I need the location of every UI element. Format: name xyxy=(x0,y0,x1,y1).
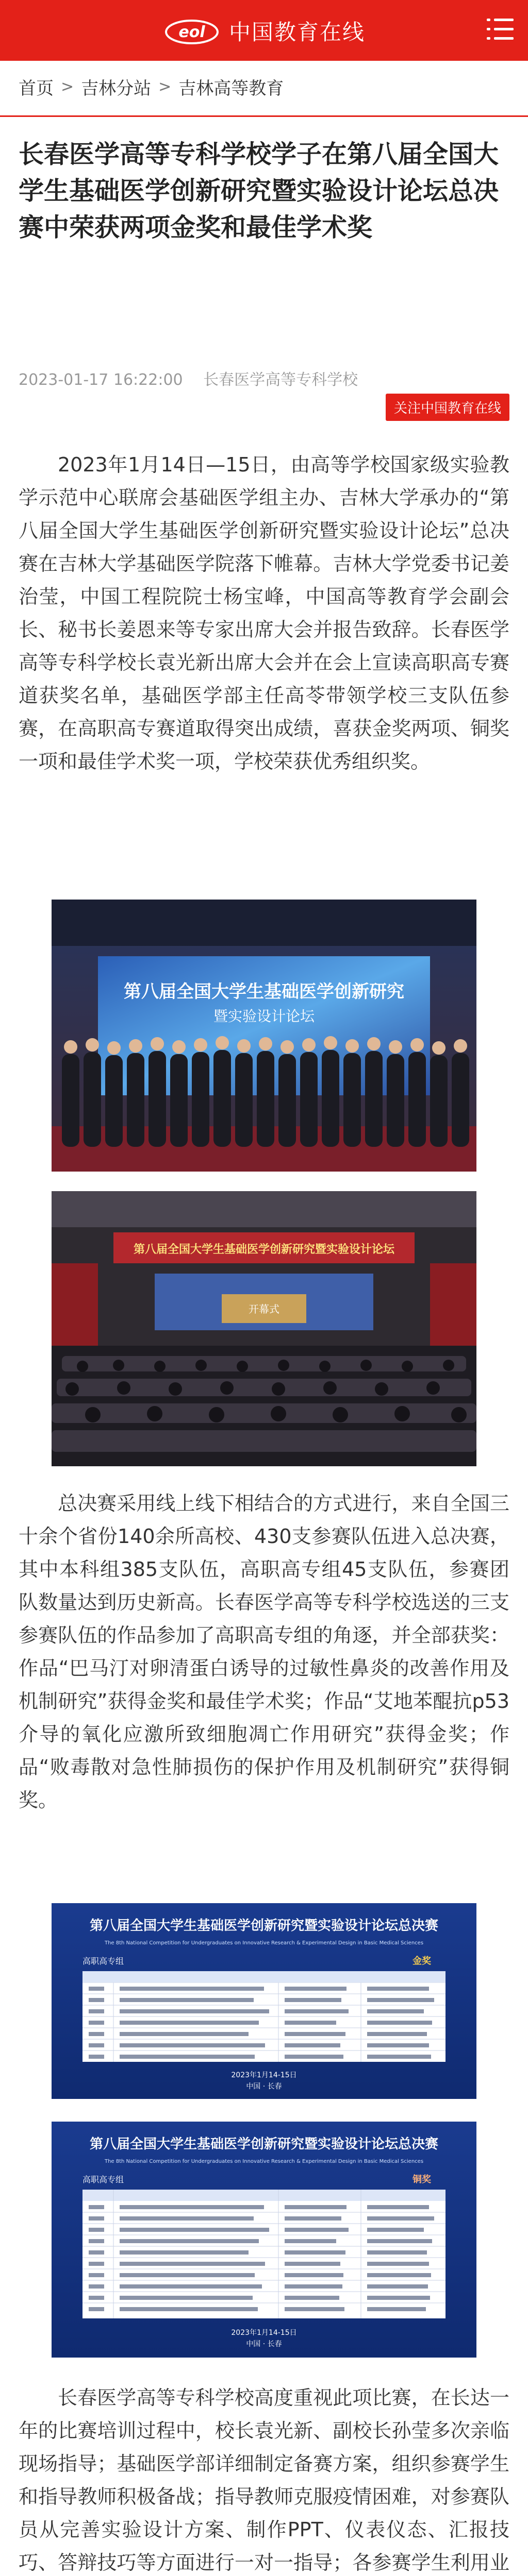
certificate-award: 铜奖 xyxy=(412,2174,431,2185)
award-certificate-gold xyxy=(52,1903,476,2099)
breadcrumb-jilin-higher-ed[interactable]: 吉林高等教育 xyxy=(178,78,284,99)
eol-logo xyxy=(164,15,220,46)
breadcrumb-home[interactable]: 首页 xyxy=(19,78,54,99)
site-brand[interactable] xyxy=(164,9,365,53)
article-source: 长春医学高等专科学校 xyxy=(203,371,358,389)
article-date: 2023-01-17 16:22:00 xyxy=(19,371,183,389)
breadcrumb-separator: > xyxy=(158,77,172,96)
breadcrumb-jilin[interactable]: 吉林分站 xyxy=(81,78,152,99)
photo-banner-text: 第八届全国大学生基础医学创新研究 xyxy=(124,981,404,1002)
article-title: 长春医学高等专科学校学子在第八届全国大学生基础医学创新研究暨实验设计论坛总决赛中荣获两项金奖和最佳学术奖 xyxy=(19,140,499,242)
breadcrumb-separator: > xyxy=(61,77,74,96)
group-photo xyxy=(52,900,476,1172)
site-name: 中国教育在线 xyxy=(229,20,366,45)
certificate-award: 金奖 xyxy=(412,1956,431,1967)
certificate-date: 2023年1月14-15日 xyxy=(231,2071,297,2079)
certificate-subtitle: The 8th National Competition for Undergraduates on Innovative Research & Experimental Design in Basic Medical Sciences xyxy=(104,1940,424,1946)
article-paragraph: 2023年1月14日—15日，由高等学校国家级实验教学示范中心联席会基础医学组主办、吉林大学承办的“第八届全国大学生基础医学创新研究暨实验设计论坛”总决赛在吉林大学基础医学院落下帷幕。吉林大学党委书记姜治莹，中国工程院院士杨宝峰，中国高等教育学会副会长、秘书长姜恩来等专家出席大会并报告致辞。长春医学高等专科学校长袁光新出席大会并在会上宣读高职高专赛道获奖名单，基础医学部主任高苓带领学校三支队伍参赛，在高职高专赛道取得突出成绩，喜获金奖两项、铜奖一项和最佳学术奖一项，学校荣获优秀组织奖。 xyxy=(19,453,509,773)
article-meta xyxy=(19,367,358,389)
top-bar xyxy=(0,0,528,61)
certificate-title: 第八届全国大学生基础医学创新研究暨实验设计论坛总决赛 xyxy=(89,1918,439,1934)
svg-text:eol: eol xyxy=(178,23,205,41)
follow-button[interactable]: 关注中国教育在线 xyxy=(386,394,509,421)
breadcrumb xyxy=(19,72,284,101)
certificate-title: 第八届全国大学生基础医学创新研究暨实验设计论坛总决赛 xyxy=(89,2137,439,2152)
certificate-group: 高职高专组 xyxy=(82,1956,124,1966)
podium-label: 开幕式 xyxy=(249,1303,279,1315)
certificate-subtitle: The 8th National Competition for Undergraduates on Innovative Research & Experimental Design in Basic Medical Sciences xyxy=(104,2159,424,2164)
photo-banner-text: 暨实验设计论坛 xyxy=(213,1008,315,1025)
breadcrumb-divider xyxy=(0,115,528,117)
certificate-date: 2023年1月14-15日 xyxy=(231,2329,297,2337)
photo-banner-text: 第八届全国大学生基础医学创新研究暨实验设计论坛 xyxy=(133,1243,395,1256)
award-certificate-bronze xyxy=(52,2122,476,2358)
auditorium-photo xyxy=(52,1191,476,1466)
article-paragraph: 长春医学高等专科学校高度重视此项比赛，在长达一年的比赛培训过程中，校长袁光新、副校长孙莹多次亲临现场指导；基础医学部详细制定备赛方案，组织参赛学生和指导教师积极备战；指导教师克服疫情困难，对参赛队员从完善实验设计方案、制作PPT、仪表仪态、汇报技巧、答辩技巧等方面进行一对一指导；各参赛学生利用业 xyxy=(19,2386,509,2574)
article-paragraph: 总决赛采用线上线下相结合的方式进行，来自全国三十余个省份140余所高校、430支参赛队伍进入总决赛，其中本科组385支队伍，高职高专组45支队伍，参赛团队数量达到历史新高。长春医学高等专科学校选送的三支参赛队伍的作品参加了高职高专组的角逐，并全部获奖：作品“巴马汀对卵清蛋白诱导的过敏性鼻炎的改善作用及机制研究”获得金奖和最佳学术奖；作品“艾地苯醌抗p53介导的氧化应激所致细胞凋亡作用研究”获得金奖；作品“败毒散对急性肺损伤的保护作用及机制研究”获得铜奖。 xyxy=(19,1492,509,1811)
certificate-place: 中国 · 长春 xyxy=(246,2340,282,2348)
certificate-group: 高职高专组 xyxy=(82,2175,124,2184)
certificate-place: 中国 · 长春 xyxy=(246,2082,282,2091)
menu-icon[interactable] xyxy=(487,16,514,43)
